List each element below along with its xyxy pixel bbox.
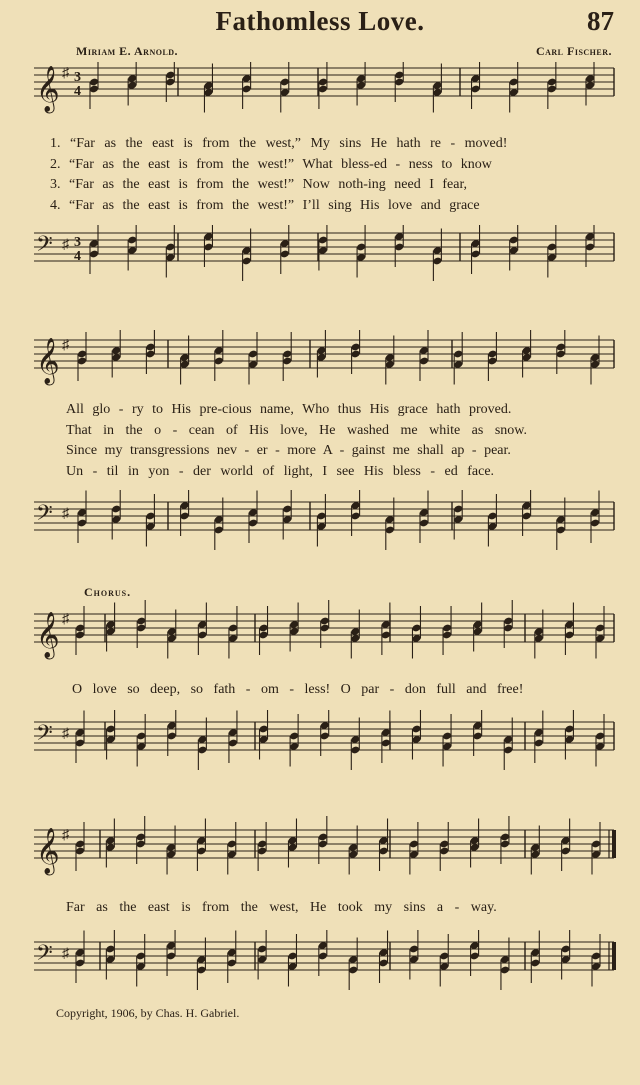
notes	[77, 330, 600, 385]
notes	[75, 930, 601, 990]
sharp-icon: ♯	[62, 828, 69, 844]
svg-text:4: 4	[74, 249, 81, 264]
verse-1-line-2: All glo - ry to His pre-cious name, Who thus His grace hath proved.	[66, 402, 512, 417]
verse-4-line-2: Un - til in yon - der world of light, I see His bless - ed face.	[66, 464, 495, 479]
bass-clef-icon: 𝄢	[36, 501, 53, 531]
system-1-bass-staff	[0, 225, 640, 285]
system-4-treble-staff	[0, 816, 640, 886]
treble-clef-icon: 𝄞	[36, 66, 60, 112]
treble-clef-icon: 𝄞	[36, 612, 60, 658]
notes	[89, 62, 595, 113]
notes	[77, 490, 600, 550]
system-2-bass-staff	[0, 490, 640, 560]
sharp-icon: ♯	[62, 946, 69, 962]
staff-lines	[34, 340, 614, 368]
bass-clef-icon: 𝄢	[36, 232, 53, 262]
time-signature-icon: 3	[74, 70, 81, 85]
chorus-label: Chorus.	[84, 585, 132, 599]
sharp-icon: ♯	[62, 612, 69, 628]
lyricist-credit: Miriam E. Arnold.	[76, 44, 179, 58]
system-3-bass-staff	[0, 710, 640, 780]
system-2-treble-staff	[0, 330, 640, 390]
verse-4-line-1: 4. “Far as the east is from the west!” I’ll sing His love and grace	[50, 198, 480, 213]
bass-clef-icon: 𝄢	[36, 941, 53, 971]
sharp-icon: ♯	[62, 726, 69, 742]
sharp-icon: ♯	[62, 338, 69, 354]
system-3-treble-staff	[0, 600, 640, 664]
verse-3-line-1: 3. “Far as the east is from the west!” Now noth-ing need I fear,	[50, 177, 468, 192]
verse-2-line-2: That in the o - cean of His love, He washed me white as snow.	[66, 423, 527, 438]
system-4-bass-staff	[0, 930, 640, 1000]
page-number: 87	[587, 6, 614, 36]
treble-clef-icon: 𝄞	[36, 828, 60, 874]
sharp-icon: ♯	[62, 506, 69, 522]
sharp-icon: ♯	[62, 237, 69, 253]
hymn-title: Fathomless Love.	[215, 6, 425, 36]
verse-2-line-1: 2. “Far as the east is from the west!” What bless-ed - ness to know	[50, 157, 492, 172]
chorus-lyric-line-2: Far as the east is from the west, He took my sins a - way.	[66, 900, 497, 915]
chorus-lyric-line-1: O love so deep, so fath - om - less! O par - don full and free!	[72, 682, 524, 697]
sharp-icon: ♯	[62, 66, 69, 82]
svg-text:4: 4	[74, 84, 81, 99]
composer-credit: Carl Fischer.	[535, 44, 612, 58]
copyright-notice: Copyright, 1906, by Chas. H. Gabriel.	[56, 1006, 240, 1020]
treble-clef-icon: 𝄞	[36, 338, 60, 384]
notes	[75, 816, 601, 875]
system-1-treble-staff	[0, 62, 640, 118]
time-signature-icon: 3	[74, 235, 81, 250]
bass-clef-icon: 𝄢	[36, 721, 53, 751]
verse-1-line-1: 1. “Far as the east is from the west,” My sins He hath re - moved!	[50, 136, 508, 151]
verse-3-line-2: Since my transgressions nev - er - more A - gainst me shall ap - pear.	[66, 443, 511, 458]
